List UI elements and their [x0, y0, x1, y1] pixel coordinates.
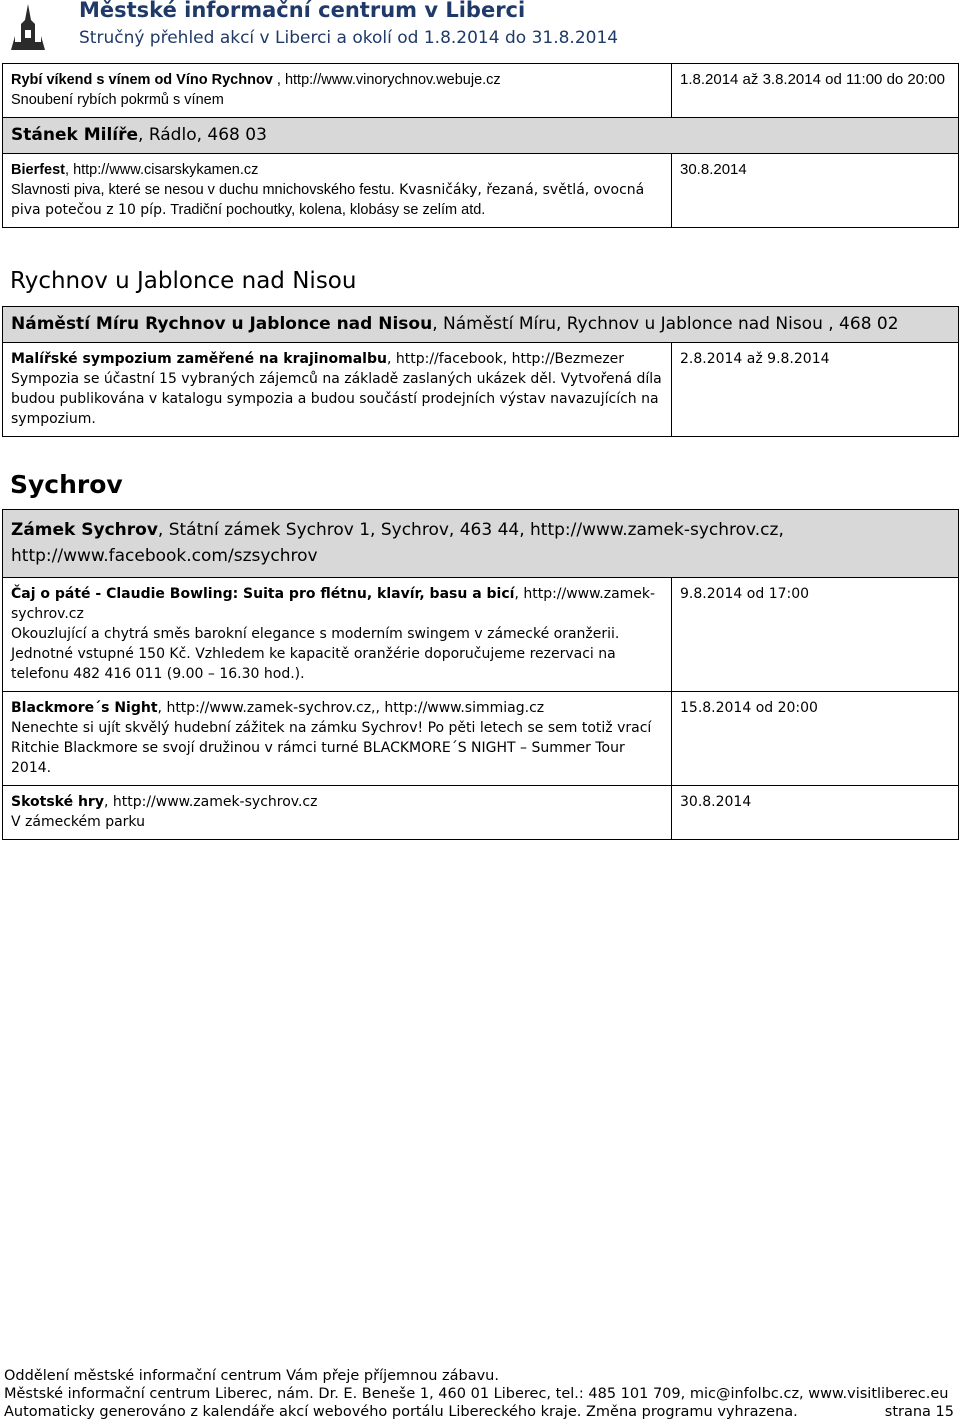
event-title: Bierfest	[11, 162, 65, 178]
footer-disclaimer: Automaticky generováno z kalendáře akcí webového portálu Libereckého kraje. Změna programu vyhrazena.	[4, 1404, 798, 1420]
event-cell	[3, 64, 672, 118]
liberec-city-logo	[8, 2, 48, 52]
table-row	[3, 692, 959, 786]
event-title: Čaj o páté - Claudie Bowling: Suita pro flétnu, klavír, basu a bicí	[11, 586, 515, 602]
event-cell	[3, 578, 672, 692]
venue-name: Zámek Sychrov	[11, 520, 158, 540]
event-link[interactable]: , http://www.zamek-sychrov.cz,, http://www.simmiag.cz	[157, 700, 545, 716]
events-table-continued	[2, 63, 959, 228]
event-link[interactable]: http://www.cisarskykamen.cz	[73, 162, 259, 178]
section-heading-rychnov: Rychnov u Jablonce nad Nisou	[10, 268, 357, 294]
event-description-part: Kvasničáky, řezaná, světlá, ovocná piva potečou z 10 píp.	[11, 182, 645, 218]
events-table-rychnov	[2, 306, 959, 437]
event-date: 2.8.2014 až 9.8.2014	[672, 343, 959, 437]
page-header	[0, 0, 960, 58]
event-link[interactable]: , http://www.zamek-sychrov.cz	[11, 586, 656, 622]
event-separator: ,	[386, 351, 396, 367]
footer-contact: Městské informační centrum Liberec, nám. Dr. E. Beneše 1, 460 01 Liberec, tel.: 485 101 709, mic@infolbc.cz, www.visitliberec.eu	[4, 1386, 949, 1402]
event-cell	[3, 343, 672, 437]
venue-row	[3, 510, 959, 578]
event-separator: ,	[65, 162, 74, 178]
venue-row	[3, 307, 959, 343]
table-row	[3, 343, 959, 437]
venue-cell	[3, 118, 959, 154]
event-description	[11, 180, 663, 220]
event-title: Malířské sympozium zaměřené na krajinomalbu	[11, 351, 387, 367]
event-description-part: Tradiční pochoutky, kolena, klobásy se zelím atd.	[166, 202, 486, 218]
event-description-part: Slavnosti piva, které se nesou v duchu mnichovského festu.	[11, 182, 395, 198]
event-link[interactable]: http://www.vinorychnov.webuje.cz	[284, 72, 501, 88]
table-row	[3, 578, 959, 692]
event-date: 30.8.2014	[672, 786, 959, 840]
header-title: Městské informační centrum v Liberci	[79, 0, 526, 22]
table-row	[3, 154, 959, 228]
venue-address: , Státní zámek Sychrov 1, Sychrov, 463 44, http://www.zamek-sychrov.cz, http://www.facebook.com/szsychrov	[11, 520, 784, 566]
event-date: 15.8.2014 od 20:00	[672, 692, 959, 786]
venue-name: Náměstí Míru Rychnov u Jablonce nad Nisou	[11, 314, 433, 334]
events-table-sychrov	[2, 509, 959, 840]
table-row	[3, 786, 959, 840]
event-link[interactable]: , http://www.zamek-sychrov.cz	[103, 794, 318, 810]
event-title: Skotské hry	[11, 794, 104, 810]
event-description: Sympozia se účastní 15 vybraných zájemců na základě zaslaných ukázek děl. Vytvořená díla budou publikována v katalogu sympozia a budou součástí prodejních výstav navazujících na sympozium.	[11, 371, 662, 427]
venue-address: , Rádlo, 468 03	[138, 125, 267, 145]
event-cell	[3, 692, 672, 786]
event-description: Nenechte si ujít skvělý hudební zážitek na zámku Sychrov! Po pěti letech se sem totiž vrací Ritchie Blackmore se svojí družinou v rámci turné BLACKMORE´S NIGHT – Summer Tour 2014.	[11, 720, 652, 776]
venue-row	[3, 118, 959, 154]
event-title: Rybí víkend s vínem od Víno Rychnov	[11, 72, 273, 88]
venue-cell	[3, 307, 959, 343]
event-separator: ,	[502, 351, 512, 367]
event-link[interactable]: http://Bezmezer	[511, 351, 625, 367]
header-subtitle: Stručný přehled akcí v Liberci a okolí od 1.8.2014 do 31.8.2014	[79, 28, 619, 48]
event-description: V zámeckém parku	[11, 814, 145, 830]
venue-name: Stánek Milíře	[11, 125, 139, 145]
event-link[interactable]: http://facebook	[395, 351, 503, 367]
section-heading-sychrov: Sychrov	[10, 470, 123, 499]
event-cell	[3, 786, 672, 840]
event-date: 9.8.2014 od 17:00	[672, 578, 959, 692]
event-description: Okouzlující a chytrá směs barokní elegance s moderním swingem v zámecké oranžerii. Jednotné vstupné 150 Kč. Vzhledem ke kapacitě oranžérie doporučujeme rezervaci na telefonu 482 416 011 (9.00 – 16.30 hod.).	[11, 626, 620, 682]
event-description: Snoubení rybích pokrmů s vínem	[11, 92, 224, 108]
page-number: strana 15	[884, 1404, 954, 1420]
page-footer	[4, 1367, 954, 1421]
event-title: Blackmore´s Night	[11, 700, 158, 716]
event-cell	[3, 154, 672, 228]
table-row	[3, 64, 959, 118]
event-date: 30.8.2014	[672, 154, 959, 228]
venue-cell	[3, 510, 959, 578]
venue-address: , Náměstí Míru, Rychnov u Jablonce nad Nisou , 468 02	[432, 314, 899, 334]
footer-bottom-row	[4, 1403, 954, 1421]
event-separator: ,	[272, 72, 285, 88]
footer-greeting: Oddělení městské informační centrum Vám přeje příjemnou zábavu.	[4, 1368, 499, 1384]
event-date: 1.8.2014 až 3.8.2014 od 11:00 do 20:00	[672, 64, 959, 118]
